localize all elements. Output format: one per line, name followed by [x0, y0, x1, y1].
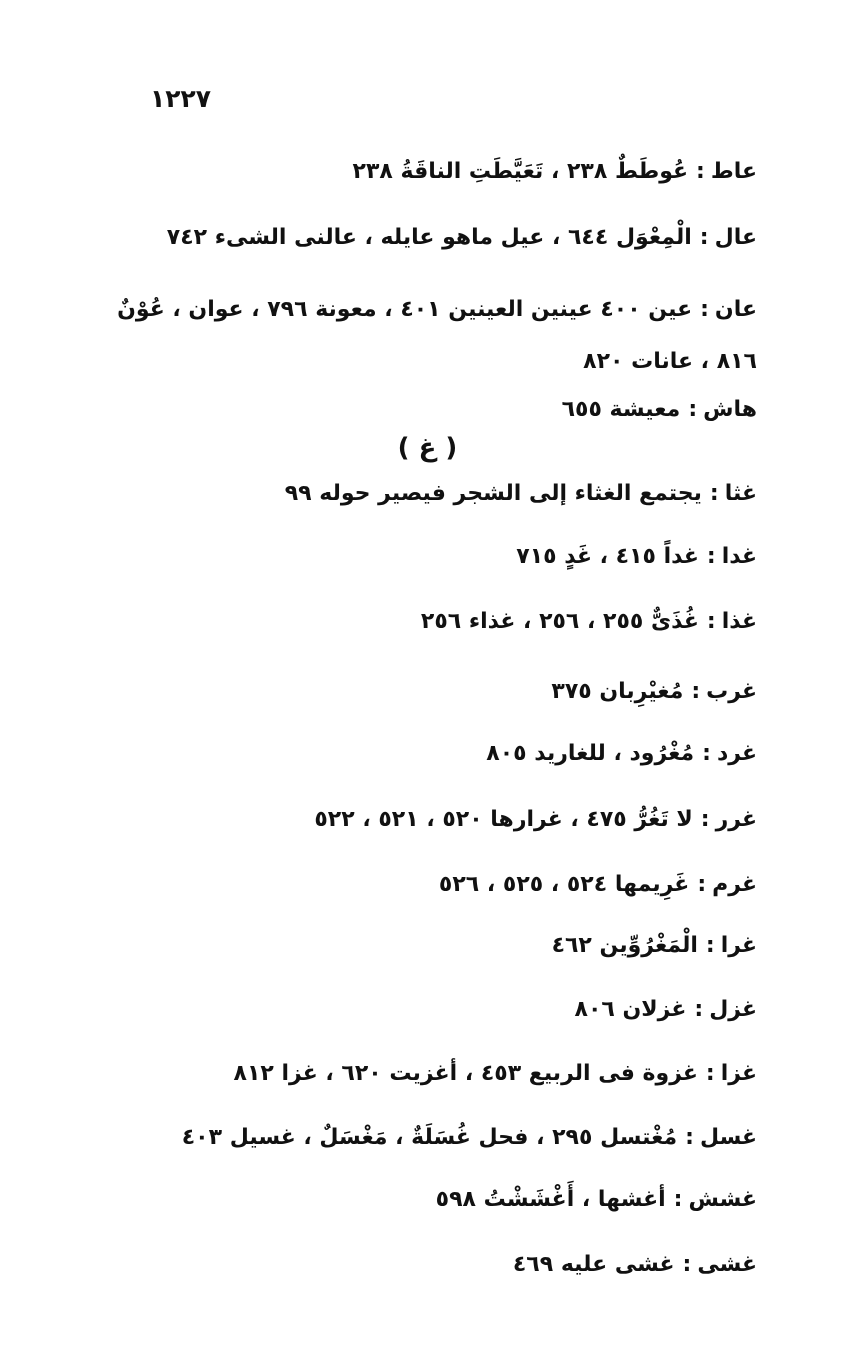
page-number: ١٢٢٧	[150, 84, 212, 113]
entry-root: غرر	[715, 807, 757, 832]
index-entry-ghadha	[421, 608, 757, 636]
entry-text: عين ٤٠٠ عينين العينين ٤٠١ ، معونة ٧٩٦ ، عوان ، عُوْنٌ ٨١٦ ، عانات ٨٢٠	[117, 297, 757, 374]
entry-text: غشى عليه ٤٦٩	[512, 1252, 675, 1277]
entry-text: يجتمع الغثاء إلى الشجر فيصير حوله ٩٩	[284, 481, 702, 506]
entry-root: غذا	[721, 609, 757, 634]
index-entry-ghada	[516, 543, 757, 571]
entry-separator: :	[700, 297, 709, 322]
entry-separator: :	[706, 609, 716, 634]
entry-root: غرم	[712, 872, 757, 897]
entry-root: غرا	[720, 933, 757, 958]
entry-root: غرب	[706, 679, 757, 704]
entry-root: عاط	[710, 159, 757, 184]
entry-text: غَرِيمها ٥٢٤ ، ٥٢٥ ، ٥٢٦	[438, 872, 690, 897]
entry-root: غدا	[721, 544, 757, 569]
entry-separator: :	[682, 1252, 692, 1277]
index-entry-aat	[353, 158, 757, 186]
entry-separator: :	[709, 481, 719, 506]
entry-separator: :	[697, 872, 707, 897]
entry-root: غثا	[724, 481, 757, 506]
index-entry-ghaza	[234, 1060, 757, 1088]
entry-text: الْمَغْرُوِّين ٤٦٢	[551, 933, 698, 958]
entry-text: أغشها ، أَغْشَشْتُ ٥٩٨	[435, 1187, 666, 1212]
entry-text: غزلان ٨٠٦	[574, 997, 687, 1022]
entry-text: لا تَغُرُّ ٤٧٥ ، غرارها ٥٢٠ ، ٥٢١ ، ٥٢٢	[314, 807, 693, 832]
entry-root: هاش	[703, 397, 757, 422]
index-entry-aal	[167, 224, 757, 252]
index-entry-gharar	[314, 806, 757, 834]
entry-root: غشش	[688, 1187, 757, 1212]
index-entry-haash	[562, 396, 757, 424]
entry-separator: :	[699, 225, 709, 250]
index-entry-aan	[107, 284, 757, 388]
entry-separator: :	[700, 807, 710, 832]
index-entry-ghatha	[285, 480, 757, 508]
entry-text: مُغيْرِبان ٣٧٥	[551, 679, 684, 704]
index-entry-ghasha	[513, 1251, 757, 1279]
entry-root: عال	[714, 225, 757, 250]
index-entry-ghasal	[182, 1124, 757, 1152]
entry-text: الْمِعْوَل ٦٤٤ ، عيل ماهو عايله ، عالنى الشىء ٧٤٢	[166, 225, 692, 250]
entry-separator: :	[706, 544, 716, 569]
entry-root: عان	[714, 297, 757, 322]
entry-text: غداً ٤١٥ ، غَدٍ ٧١٥	[516, 544, 699, 569]
index-entry-ghazal	[575, 996, 757, 1024]
entry-separator: :	[696, 159, 705, 184]
index-entry-gharb	[551, 678, 757, 706]
entry-separator: :	[705, 1061, 715, 1086]
index-entry-ghara	[552, 932, 757, 960]
entry-text: مُغْتسل ٢٩٥ ، فحل غُسَلَةٌ ، مَغْسَلٌ ، غسيل ٤٠٣	[181, 1125, 678, 1150]
entry-root: غزل	[709, 997, 757, 1022]
entry-text: معيشة ٦٥٥	[561, 397, 681, 422]
entry-separator: :	[705, 933, 715, 958]
entry-root: غزا	[720, 1061, 757, 1086]
entry-separator: :	[702, 741, 711, 766]
entry-root: غرد	[716, 741, 757, 766]
entry-text: غزوة فى الربيع ٤٥٣ ، أغزيت ٦٢٠ ، غزا ٨١٢	[233, 1061, 698, 1086]
entry-separator: :	[694, 997, 704, 1022]
entry-text: مُغْرُود ، للغاريد ٨٠٥	[486, 741, 695, 766]
entry-separator: :	[685, 1125, 694, 1150]
entry-root: غشى	[697, 1252, 757, 1277]
entry-text: عُوطَطٌ ٢٣٨ ، تَعَيَّطَتِ الناقَةُ ٢٣٨	[352, 159, 689, 184]
index-entry-ghashash	[436, 1186, 757, 1214]
section-heading-ghayn: ( غ )	[397, 433, 458, 463]
entry-separator: :	[691, 679, 701, 704]
index-entry-gharad	[486, 740, 757, 768]
entry-text: غُذَىٌّ ٢٥٥ ، ٢٥٦ ، غذاء ٢٥٦	[420, 609, 699, 634]
entry-root: غسل	[699, 1125, 757, 1150]
index-entry-gharam	[439, 871, 757, 899]
entry-separator: :	[688, 397, 698, 422]
entry-separator: :	[673, 1187, 683, 1212]
